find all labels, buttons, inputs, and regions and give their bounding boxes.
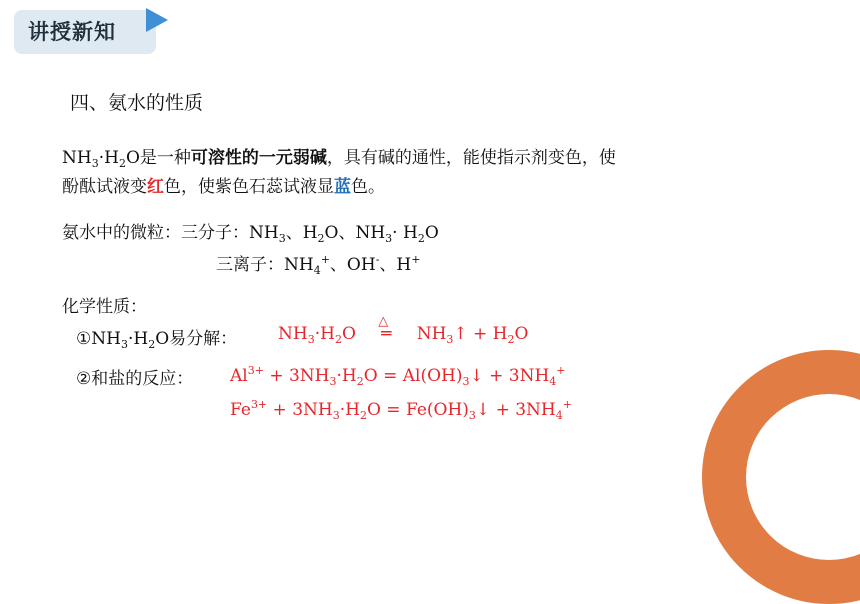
decorative-ring [702, 350, 860, 604]
particles-label: 氨水中的微粒： [62, 223, 181, 243]
formula-nh3h2o: $NH_3\cdot H_2O$ [62, 148, 140, 170]
heat-equals-icon: △ ═ [378, 314, 392, 344]
particles-molecules-line [62, 218, 439, 243]
red-highlight: 红 [147, 177, 164, 197]
molecules-formulas: $NH_3$、$H_2O$、$NH_3\cdot H_2O$ [249, 223, 439, 245]
chem-title: 化学性质： [62, 297, 147, 317]
ions-label: 三离子： [216, 255, 284, 275]
section-title: 四、氨水的性质 [70, 92, 204, 114]
chem-item-2: ②和盐的反应： [76, 369, 194, 389]
para-text: 是一种 [139, 148, 191, 168]
flag-icon [146, 8, 168, 32]
item-number: ① [76, 329, 92, 349]
equation-iron: $Fe^{3+} + 3NH_3\cdot H_2O$ = $Fe(OH)_3↓ + 3NH_4^+$ [230, 398, 572, 422]
products: $NH_3↑ + H_2O$ [416, 324, 529, 346]
equation-aluminium: $Al^{3+} + 3NH_3\cdot H_2O$ = $Al(OH)_3↓ + 3NH_4^+$ [230, 364, 566, 388]
paragraph-line-1 [62, 143, 616, 168]
paragraph-line-2 [62, 172, 385, 197]
para-text: 色，使紫色石蕊试液显 [164, 177, 334, 197]
para-text: 酚酞试液变 [62, 177, 147, 197]
para-bold-text: 可溶性的一元弱碱 [190, 148, 327, 168]
reactant: $NH_3\cdot H_2O$ [278, 324, 356, 346]
ions-formulas: $NH_4^+$、OH-、H+ [284, 253, 421, 277]
section-badge: 讲授新知 [14, 10, 156, 54]
para-text: ，具有碱的通性，能使指示剂变色，使 [326, 148, 616, 168]
item-1-label: 易分解： [169, 329, 238, 349]
molecules-label: 三分子： [181, 223, 249, 243]
chem-item-1 [76, 324, 237, 349]
particles-ions-line [216, 250, 420, 275]
para-text: 色。 [351, 177, 385, 197]
blue-highlight: 蓝 [334, 177, 351, 197]
equation-decomposition [278, 314, 529, 346]
formula-nh3h2o: $NH_3\cdot H_2O$ [91, 329, 170, 351]
